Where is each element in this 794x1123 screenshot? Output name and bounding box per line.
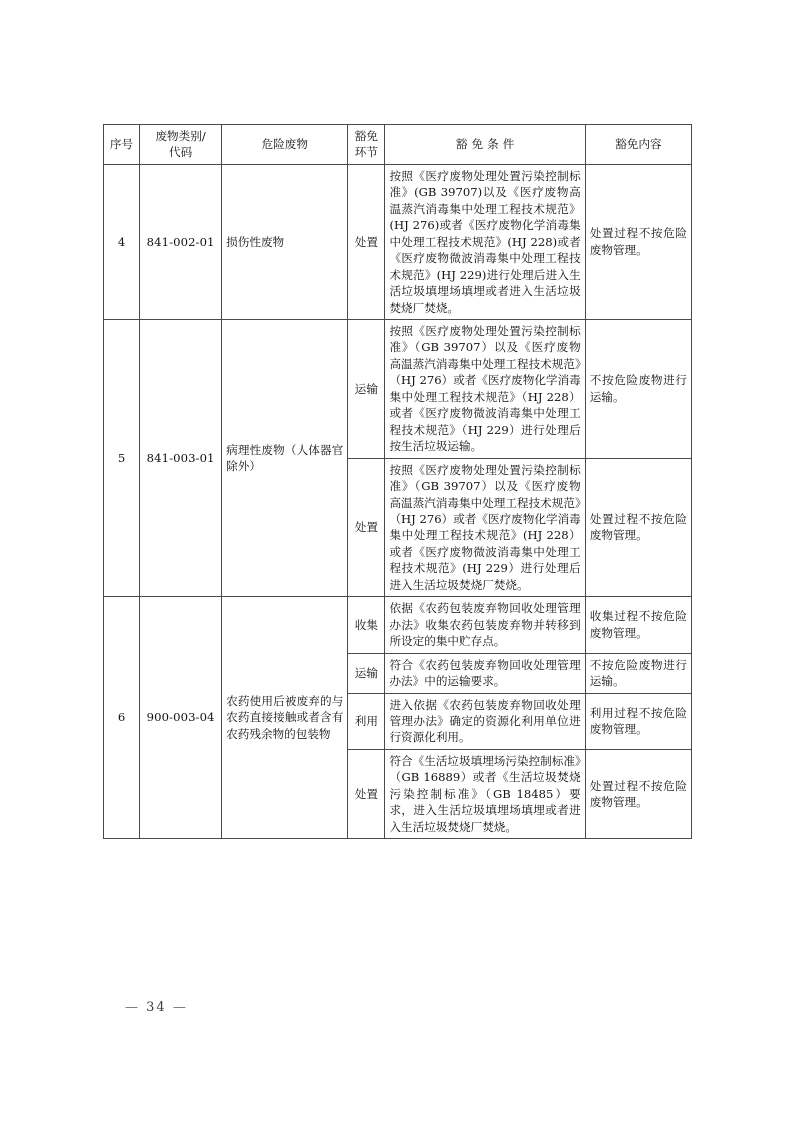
table-body <box>104 164 692 838</box>
row-exemption-content: 收集过程不按危险废物管理。 <box>585 597 691 653</box>
exemption-table <box>103 124 692 839</box>
row-exemption-link: 利用 <box>348 693 385 749</box>
header-exemption-link <box>348 125 385 165</box>
header-row <box>104 125 692 165</box>
header-category-code-line1: 废物类别/ <box>155 129 206 143</box>
row-exemption-content: 利用过程不按危险废物管理。 <box>585 693 691 749</box>
row-waste-name: 病理性废物（人体器官除外） <box>222 319 348 596</box>
row-index: 6 <box>104 597 140 839</box>
header-exemption-content: 豁免内容 <box>585 125 691 165</box>
row-exemption-condition: 符合《生活垃圾填埋场污染控制标准》（GB 16889）或者《生活垃圾焚烧污染控制标准》（GB 18485）要求，进入生活垃圾填埋场填埋或者进入生活垃圾焚烧厂焚烧。 <box>385 749 585 838</box>
row-waste-name: 损伤性废物 <box>222 164 348 319</box>
row-exemption-content: 处置过程不按危险废物管理。 <box>585 458 691 597</box>
page-footer <box>103 1000 714 1015</box>
row-exemption-link: 处置 <box>348 164 385 319</box>
row-exemption-link: 处置 <box>348 458 385 597</box>
header-category-code-line2: 代码 <box>169 145 193 160</box>
header-hazardous-waste: 危险废物 <box>222 125 348 165</box>
row-exemption-link: 收集 <box>348 597 385 653</box>
header-exemption-link-line2: 环节 <box>354 145 378 160</box>
row-code: 841-002-01 <box>140 164 222 319</box>
footer-dash-left: — <box>125 1000 140 1015</box>
table-row <box>104 597 692 653</box>
row-index: 4 <box>104 164 140 319</box>
row-exemption-condition: 按照《医疗废物处理处置污染控制标准》（GB 39707）以及《医疗废物高温蒸汽消毒集中处理工程技术规范》（HJ 276）或者《医疗废物化学消毒集中处理工程技术规范》(HJ 228）或者《医疗废物微波消毒集中处理工程技术规范》(HJ 229）进行处理后进入生活垃圾焚烧厂焚烧。 <box>385 458 585 597</box>
header-index: 序号 <box>104 125 140 165</box>
row-exemption-condition: 符合《农药包装废弃物回收处理管理办法》中的运输要求。 <box>385 653 585 693</box>
table-row <box>104 164 692 319</box>
row-exemption-condition: 依据《农药包装废弃物回收处理管理办法》收集农药包装废弃物并转移到所设定的集中贮存点。 <box>385 597 585 653</box>
page-number: 34 <box>146 1000 167 1015</box>
row-code: 841-003-01 <box>140 319 222 596</box>
row-exemption-link: 运输 <box>348 653 385 693</box>
footer-dash-right: — <box>172 1000 188 1015</box>
row-exemption-content: 处置过程不按危险废物管理。 <box>585 164 691 319</box>
row-exemption-link: 处置 <box>348 749 385 838</box>
header-exemption-condition-label: 豁免条件 <box>455 137 519 152</box>
row-exemption-condition: 进入依据《农药包装废弃物回收处理管理办法》确定的资源化利用单位进行资源化利用。 <box>385 693 585 749</box>
header-exemption-condition <box>385 125 585 165</box>
row-exemption-content: 处置过程不按危险废物管理。 <box>585 749 691 838</box>
row-index: 5 <box>104 319 140 596</box>
row-exemption-link: 运输 <box>348 319 385 458</box>
row-exemption-condition: 按照《医疗废物处理处置污染控制标准》（GB 39707）以及《医疗废物高温蒸汽消毒集中处理工程技术规范》（HJ 276）或者《医疗废物化学消毒集中处理工程技术规范》（HJ 228）或者《医疗废物微波消毒集中处理工程技术规范》（HJ 229）进行处理后按生活垃圾运输。 <box>385 319 585 458</box>
table-header <box>104 125 692 165</box>
row-exemption-condition: 按照《医疗废物处理处置污染控制标准》(GB 39707)以及《医疗废物高温蒸汽消毒集中处理工程技术规范》(HJ 276)或者《医疗废物化学消毒集中处理工程技术规范》(HJ 228)或者《医疗废物微波消毒集中处理工程技术规范》(HJ 229)进行处理后进入生活垃圾填埋场填埋或者进入生活垃圾焚烧厂焚烧。 <box>385 164 585 319</box>
table-row <box>104 319 692 458</box>
row-waste-name: 农药使用后被废弃的与农药直接接触或者含有农药残余物的包装物 <box>222 597 348 839</box>
header-exemption-link-line1: 豁免 <box>354 129 378 143</box>
row-exemption-content: 不按危险废物进行运输。 <box>585 653 691 693</box>
row-exemption-content: 不按危险废物进行运输。 <box>585 319 691 458</box>
header-category-code <box>140 125 222 165</box>
row-code: 900-003-04 <box>140 597 222 839</box>
